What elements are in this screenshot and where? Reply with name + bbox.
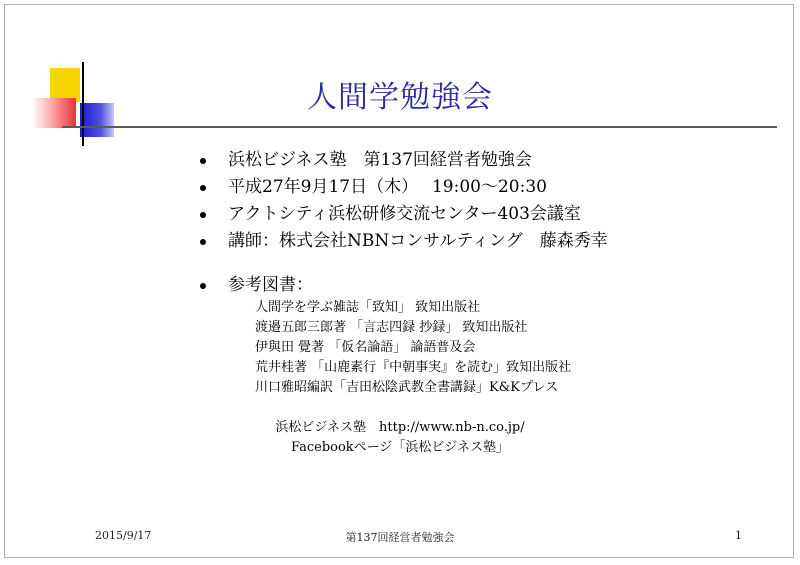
website-line: 浜松ビジネス塾 http://www.nb-n.co.jp/: [275, 420, 525, 435]
facebook-line: Facebookページ「浜松ビジネス塾」: [290, 440, 510, 455]
reference-item: 伊與田 覺著 「仮名論語」 論語普及会: [255, 340, 476, 355]
bullet-text: 浜松ビジネス塾 第137回経営者勉強会: [228, 150, 532, 170]
reference-item: 渡邉五郎三郎著 「言志四録 抄録」 致知出版社: [255, 320, 528, 335]
references-list: [255, 298, 571, 398]
bullet-item: [198, 147, 608, 174]
bullet-text: 平成27年9月17日（木） 19:00～20:30: [228, 177, 547, 197]
bullet-item: [198, 272, 313, 299]
footer-date: 2015/9/17: [95, 529, 152, 542]
bullet-dot-icon: [200, 239, 206, 245]
bullet-text: アクトシティ浜松研修交流センター403会議室: [228, 204, 581, 224]
references-heading: 参考図書：: [228, 275, 313, 295]
bullet-dot-icon: [200, 212, 206, 218]
bullet-dot-icon: [200, 283, 206, 289]
bullet-item: [198, 174, 608, 201]
bullet-item: [198, 228, 608, 255]
page-number: 1: [735, 529, 742, 542]
reference-item: 荒井桂著 「山鹿素行『中朝事実』を読む」致知出版社: [255, 360, 572, 375]
reference-item: 川口雅昭編訳「吉田松陰武教全書講録」K&Kプレス: [255, 380, 559, 395]
slide-title: 人間学勉強会: [307, 80, 493, 115]
bullet-dot-icon: [200, 158, 206, 164]
reference-item: 人間学を学ぶ雑誌「致知」 致知出版社: [255, 300, 481, 315]
contact-links: [0, 418, 800, 458]
references-heading-row: [198, 272, 313, 299]
bullet-dot-icon: [200, 185, 206, 191]
title-underline: [62, 126, 777, 128]
footer-title: 第137回経営者勉強会: [345, 531, 455, 544]
bullet-item: [198, 201, 608, 228]
bullet-text: 講師：株式会社NBNコンサルティング 藤森秀幸: [228, 231, 608, 251]
bullet-list: [198, 147, 608, 255]
